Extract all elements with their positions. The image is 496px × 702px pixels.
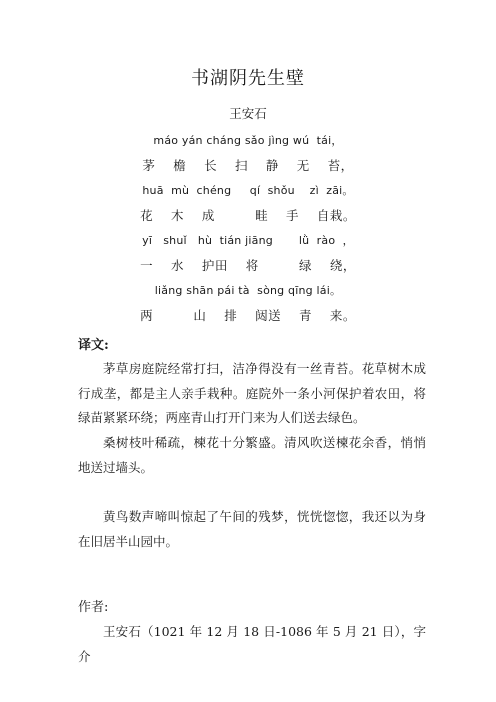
author-paragraph: 王安石（1021 年 12 月 18 日-1086 年 5 月 21 日），字介 bbox=[78, 624, 426, 664]
poem-title: 书湖阴先生壁 bbox=[191, 68, 305, 89]
pinyin-line: liǎng shān pái tà sòng qīng lái。 bbox=[154, 284, 342, 297]
poem-body bbox=[0, 128, 496, 328]
poem-line: 一 水 护田 将 绿 绕， bbox=[140, 258, 356, 273]
translation-paragraph: 黄鸟数声啼叫惊起了午间的残梦，恍恍惚惚，我还以为身在旧居半山园中。 bbox=[78, 509, 426, 549]
poem-author: 王安石 bbox=[229, 106, 267, 121]
translation-paragraph: 茅草房庭院经常打扫，洁净得没有一丝青苔。花草树木成行成垄，都是主人亲手栽种。庭院外一条小河保护着农田，将绿苗紧紧环绕；两座青山打开门来为人们送去绿色。 bbox=[78, 361, 426, 425]
poem-line: 花 木 成 畦 手 自栽。 bbox=[140, 208, 356, 223]
poem-line: 两 山 排 闼送 青 来。 bbox=[140, 308, 356, 323]
translation-paragraph: 桑树枝叶稀疏，楝花十分繁盛。清风吹送楝花余香，悄悄地送过墙头。 bbox=[78, 435, 426, 475]
author-heading: 作者: bbox=[78, 600, 109, 615]
pinyin-line: yī shuǐ hù tián jiāng lǜ rào ， bbox=[142, 234, 354, 247]
translation-heading: 译文: bbox=[78, 338, 109, 353]
poem-line: 茅 檐 长 扫 静 无 苔， bbox=[142, 158, 354, 173]
pinyin-line: máo yán cháng sǎo jìng wú tái， bbox=[153, 134, 343, 147]
pinyin-line: huā mù chéng qí shǒu zì zāi。 bbox=[142, 184, 354, 197]
